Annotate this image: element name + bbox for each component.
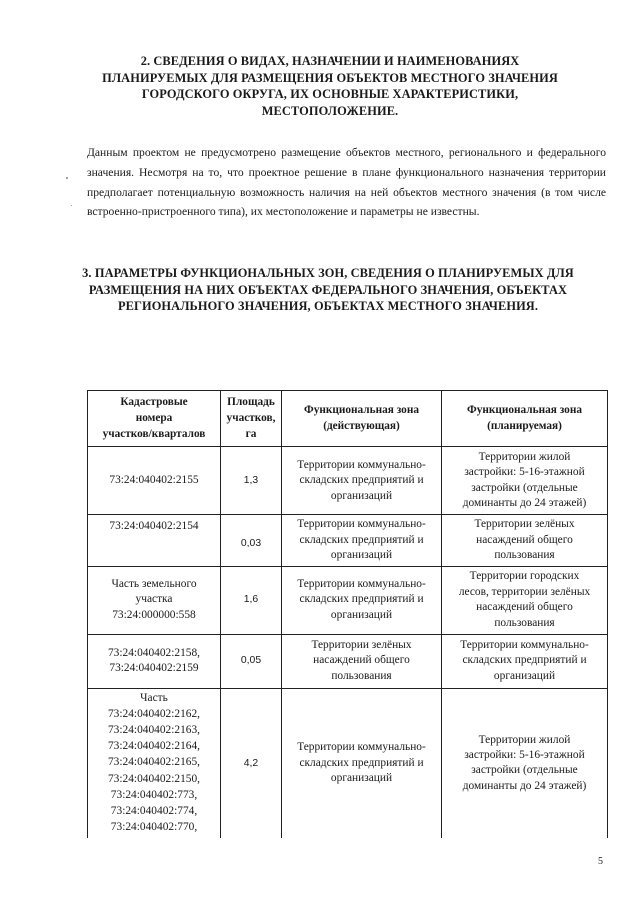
cell-line: складских предприятий и [299,474,424,487]
heading-line: РЕГИОНАЛЬНОГО ЗНАЧЕНИЯ, ОБЪЕКТАХ МЕСТНОГО ЗНАЧЕНИЯ. [117,299,539,313]
cell-area: 1,6 [221,566,282,634]
cell-line: организаций [493,669,556,682]
cell-line: застройки: 5-16-этажной [464,748,585,761]
header-line: (действующая) [323,419,400,432]
header-line: Кадастровые [120,396,188,408]
cell-zone-planned [442,566,608,634]
cell-line: организаций [330,549,393,562]
table-header-row [88,391,608,447]
table-row [88,515,608,566]
cell-line: Территории зелёных [311,639,412,651]
cell-line: складских предприятий и [299,593,424,606]
cell-line: лесов, территории зелёных [458,585,591,598]
header-cadastral [88,391,221,447]
cell-zone-planned [442,688,608,838]
cell-line: 73:24:000000:558 [112,608,196,621]
cell-line: 73:24:040402:2154 [109,520,199,533]
cell-cadastral [88,515,221,566]
heading-line: РАЗМЕЩЕНИЯ НА НИХ ОБЪЕКТАХ ФЕДЕРАЛЬНОГО ЗНАЧЕНИЯ, ОБЪЕКТАХ [88,282,568,297]
cell-line: пользования [494,549,555,562]
cell-area: 0,05 [221,634,282,688]
heading-line: 3. ПАРАМЕТРЫ ФУНКЦИОНАЛЬНЫХ ЗОН, СВЕДЕНИЯ О ПЛАНИРУЕМЫХ ДЛЯ [82,266,574,280]
scan-speck [71,205,72,206]
cell-zone-current [282,566,442,634]
cell-cadastral [88,447,221,515]
cell-line: насаждений общего [313,654,410,667]
cell-zone-current [282,447,442,515]
section-2-heading [100,53,560,119]
cell-line: складских предприятий и [299,756,424,769]
header-line: га [245,427,257,440]
cell-area: 4,2 [221,688,282,838]
cell-line: складских предприятий и [299,533,424,546]
cell-line: Территории жилой [478,451,571,464]
cell-cadastral [88,688,221,838]
cell-line: 73:24:040402:2163, [107,724,201,737]
table-row [88,566,608,634]
cell-zone-current [282,515,442,566]
cell-line: 73:24:040402:2150, [107,772,201,785]
cell-line: организаций [330,608,393,621]
header-area [221,391,282,447]
cell-line: Часть [140,691,168,704]
cell-line: пользования [494,616,555,629]
cell-line: застройки (отдельные [471,481,578,494]
heading-line: 2. СВЕДЕНИЯ О ВИДАХ, НАЗНАЧЕНИИ И НАИМЕНОВАНИЯХ [140,54,520,68]
cell-line: организаций [330,489,393,502]
cell-line: Территории коммунально- [297,741,426,754]
cell-cadastral [88,634,221,688]
cell-line: Территории жилой [478,733,571,746]
cell-line: Территории коммунально- [460,639,589,651]
cell-line: складских предприятий и [462,654,587,667]
cell-area: 1,3 [221,447,282,515]
table-row [88,688,608,838]
cell-line: Территории коммунально- [297,518,426,531]
cell-line: доминанты до 24 этажей) [462,497,587,510]
cell-line: 73:24:040402:2165, [107,756,201,769]
cell-line: Территории городских [469,570,580,583]
section-2-paragraph: Данным проектом не предусмотрено размещение объектов местного, регионального и федерального значения. Несмотря на то, что проектное решение в плане функционального назначения территории предполагает потенциальную возможность наличия на ней объектов местного значения (в том числе встроенно-пристроенного типа), их местоположение и параметры не известны. [87,146,606,219]
cell-line: 73:24:040402:2159 [109,662,199,675]
cell-line: Часть земельного [111,578,197,590]
heading-line: ГОРОДСКОГО ОКРУГА, ИХ ОСНОВНЫЕ ХАРАКТЕРИСТИКИ, [141,87,519,101]
cell-zone-planned [442,515,608,566]
cell-line: насаждений общего [476,601,573,614]
heading-line: МЕСТОПОЛОЖЕНИЕ. [261,103,399,118]
functional-zones-table [87,390,608,838]
cell-line: Территории коммунально- [297,578,426,590]
header-line: Функциональная зона [304,403,419,416]
header-line: Функциональная зона [467,403,582,416]
cell-zone-planned [442,447,608,515]
cell-line: доминанты до 24 этажей) [462,779,587,792]
cell-line: Территории зелёных [474,518,575,531]
header-line: номера [135,411,173,424]
table-row [88,634,608,688]
page-number: 5 [598,856,603,867]
header-zone-planned [442,391,608,447]
cell-line: 73:24:040402:2158, [107,646,201,659]
cell-line: 73:24:040402:2164, [107,740,201,753]
cell-line: участка [135,593,173,606]
cell-zone-current [282,634,442,688]
cell-line: 73:24:040402:2162, [107,707,201,720]
cell-line: 73:24:040402:774, [110,805,198,818]
cell-line: 73:24:040402:2155 [109,474,199,487]
header-line: (планируемая) [487,419,562,432]
cell-zone-current [282,688,442,838]
cell-line: 73:24:040402:773, [110,788,198,801]
cell-line: организаций [330,772,393,785]
cell-line: пользования [331,669,392,682]
cell-line: застройки (отдельные [471,764,578,777]
heading-line: ПЛАНИРУЕМЫХ ДЛЯ РАЗМЕЩЕНИЯ ОБЪЕКТОВ МЕСТНОГО ЗНАЧЕНИЯ [102,70,558,85]
cell-line: Территории коммунально- [297,458,426,471]
cell-zone-planned [442,634,608,688]
section-3-heading [78,265,578,315]
cell-line: застройки: 5-16-этажной [464,466,585,479]
cell-cadastral [88,566,221,634]
header-line: Площадь [227,396,275,408]
cell-line: насаждений общего [476,533,573,546]
header-line: участков/кварталов [102,427,206,440]
header-line: участков, [226,411,276,424]
cell-line: 73:24:040402:770, [110,821,198,834]
scan-speck [66,177,68,179]
header-zone-current [282,391,442,447]
table-row [88,447,608,515]
cell-area: 0,03 [221,515,282,566]
